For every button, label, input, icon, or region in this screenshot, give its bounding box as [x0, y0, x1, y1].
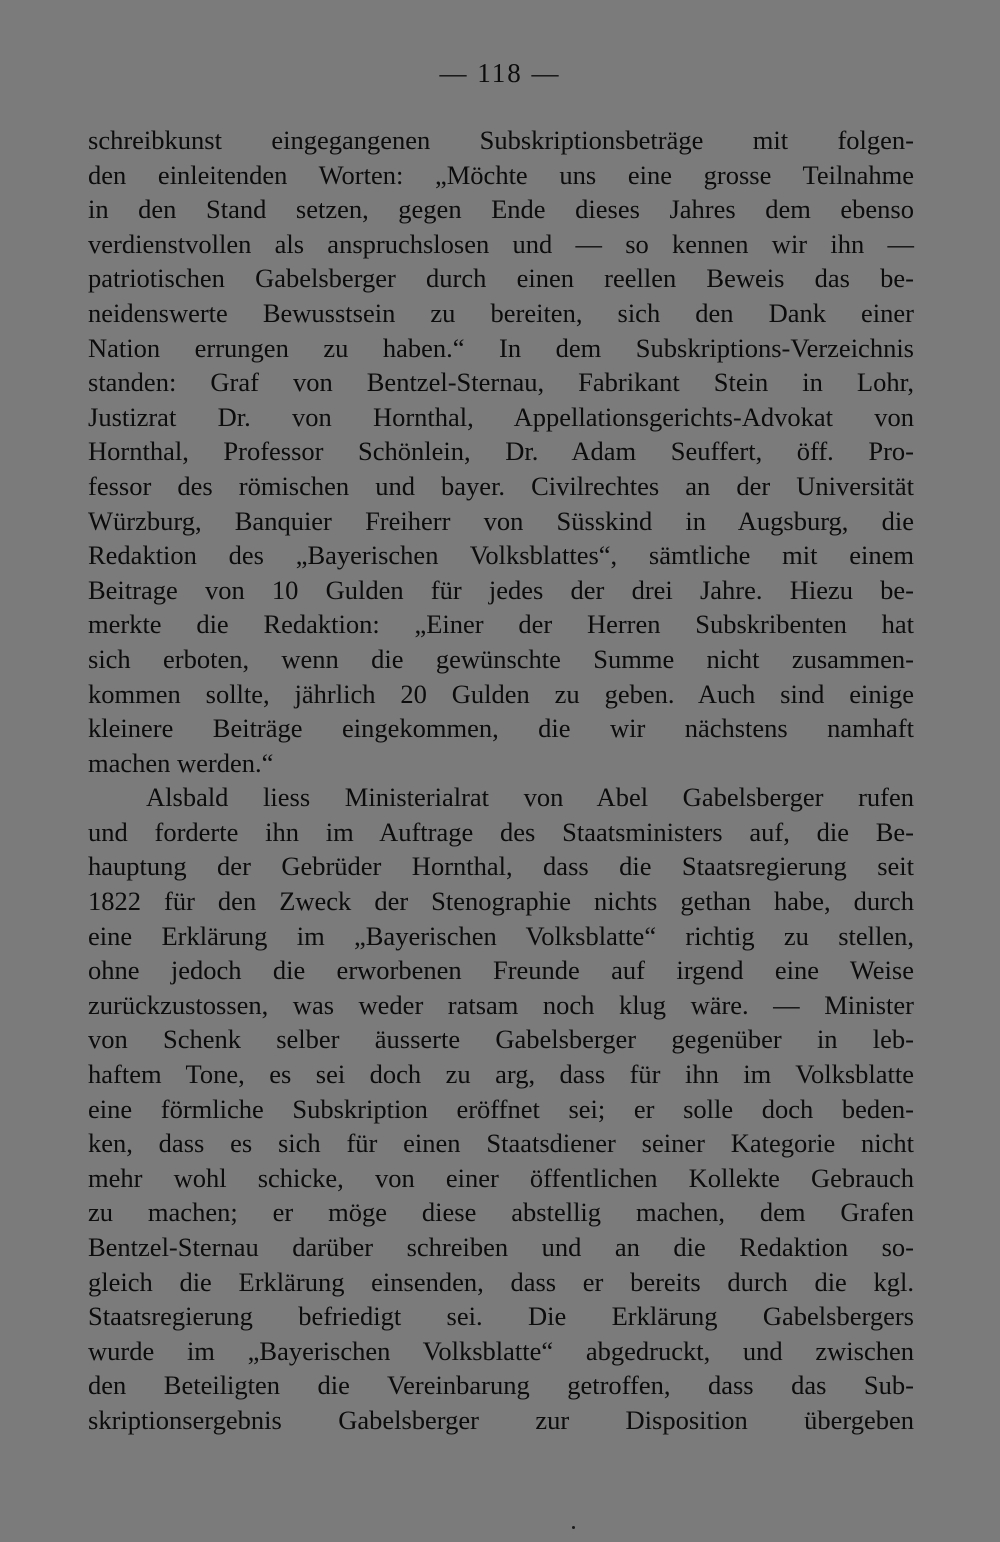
text-line: in den Stand setzen, gegen Ende dieses Jahres dem ebenso — [88, 194, 914, 225]
text-line: Nation errungen zu haben.“ In dem Subskriptions-Verzeichnis — [88, 332, 914, 363]
text-line: Beitrage von 10 Gulden für jedes der drei Jahre. Hiezu be- — [88, 574, 914, 605]
text-line: wurde im „Bayerischen Volksblatte“ abgedruckt, und zwischen — [88, 1335, 914, 1366]
body-text — [88, 123, 914, 1438]
text-line: fessor des römischen und bayer. Civilrechtes an der Universität — [88, 470, 914, 501]
text-line: den Beteiligten die Vereinbarung getroffen, dass das Sub- — [88, 1370, 914, 1401]
text-line: zurückzustossen, was weder ratsam noch klug wäre. — Minister — [88, 989, 914, 1020]
paragraph-2 — [88, 780, 914, 1437]
text-line: mehr wohl schicke, von einer öffentlichen Kollekte Gebrauch — [88, 1162, 914, 1193]
text-line: Redaktion des „Bayerischen Volksblattes“, sämtliche mit einem — [88, 540, 914, 571]
text-line: und forderte ihn im Auftrage des Staatsministers auf, die Be- — [88, 816, 914, 847]
text-line: ohne jedoch die erworbenen Freunde auf irgend eine Weise — [88, 955, 914, 986]
text-line: 1822 für den Zweck der Stenographie nichts gethan habe, durch — [88, 886, 914, 917]
text-line: zu machen; er möge diese abstellig machen, dem Grafen — [88, 1197, 914, 1228]
text-line: kommen sollte, jährlich 20 Gulden zu geben. Auch sind einige — [88, 678, 914, 709]
text-line: Justizrat Dr. von Hornthal, Appellationsgerichts-Advokat von — [88, 401, 914, 432]
print-speck — [572, 1526, 575, 1529]
text-line: Alsbald liess Ministerialrat von Abel Gabelsberger rufen — [146, 782, 914, 813]
text-line: ken, dass es sich für einen Staatsdiener seiner Kategorie nicht — [88, 1128, 914, 1159]
text-line: machen werden.“ — [88, 747, 274, 778]
text-line: sich erboten, wenn die gewünschte Summe nicht zusammen- — [88, 643, 914, 674]
page-number: — 118 — — [439, 58, 561, 88]
text-line: merkte die Redaktion: „Einer der Herren Subskribenten hat — [88, 609, 914, 640]
text-line: schreibkunst eingegangenen Subskriptionsbeträge mit folgen- — [88, 125, 914, 155]
text-line: Staatsregierung befriedigt sei. Die Erklärung Gabelsbergers — [88, 1301, 914, 1332]
paragraph-1 — [88, 123, 914, 780]
text-line: eine Erklärung im „Bayerischen Volksblatte“ richtig zu stellen, — [88, 920, 914, 951]
text-line: standen: Graf von Bentzel-Sternau, Fabrikant Stein in Lohr, — [88, 367, 914, 398]
text-line: Würzburg, Banquier Freiherr von Süsskind in Augsburg, die — [88, 505, 914, 536]
text-line: eine förmliche Subskription eröffnet sei; er solle doch beden- — [88, 1093, 914, 1124]
text-line: kleinere Beiträge eingekommen, die wir nächstens namhaft — [88, 713, 914, 744]
text-line: haftem Tone, es sei doch zu arg, dass für ihn im Volksblatte — [88, 1059, 914, 1090]
text-line: Hornthal, Professor Schönlein, Dr. Adam Seuffert, öff. Pro- — [88, 436, 914, 467]
text-line: skriptionsergebnis Gabelsberger zur Disposition übergeben — [88, 1404, 914, 1435]
text-line: von Schenk selber äusserte Gabelsberger gegenüber in leb- — [88, 1024, 914, 1055]
text-line: verdienstvollen als anspruchslosen und — so kennen wir ihn — — [88, 228, 914, 259]
text-line: den einleitenden Worten: „Möchte uns eine grosse Teilnahme — [88, 159, 914, 190]
text-line: gleich die Erklärung einsenden, dass er bereits durch die kgl. — [88, 1266, 914, 1297]
text-line: hauptung der Gebrüder Hornthal, dass die Staatsregierung seit — [88, 851, 914, 882]
text-line: neidenswerte Bewusstsein zu bereiten, sich den Dank einer — [88, 297, 914, 328]
text-line: Bentzel-Sternau darüber schreiben und an die Redaktion so- — [88, 1232, 914, 1262]
text-line: patriotischen Gabelsberger durch einen reellen Beweis das be- — [88, 263, 914, 294]
